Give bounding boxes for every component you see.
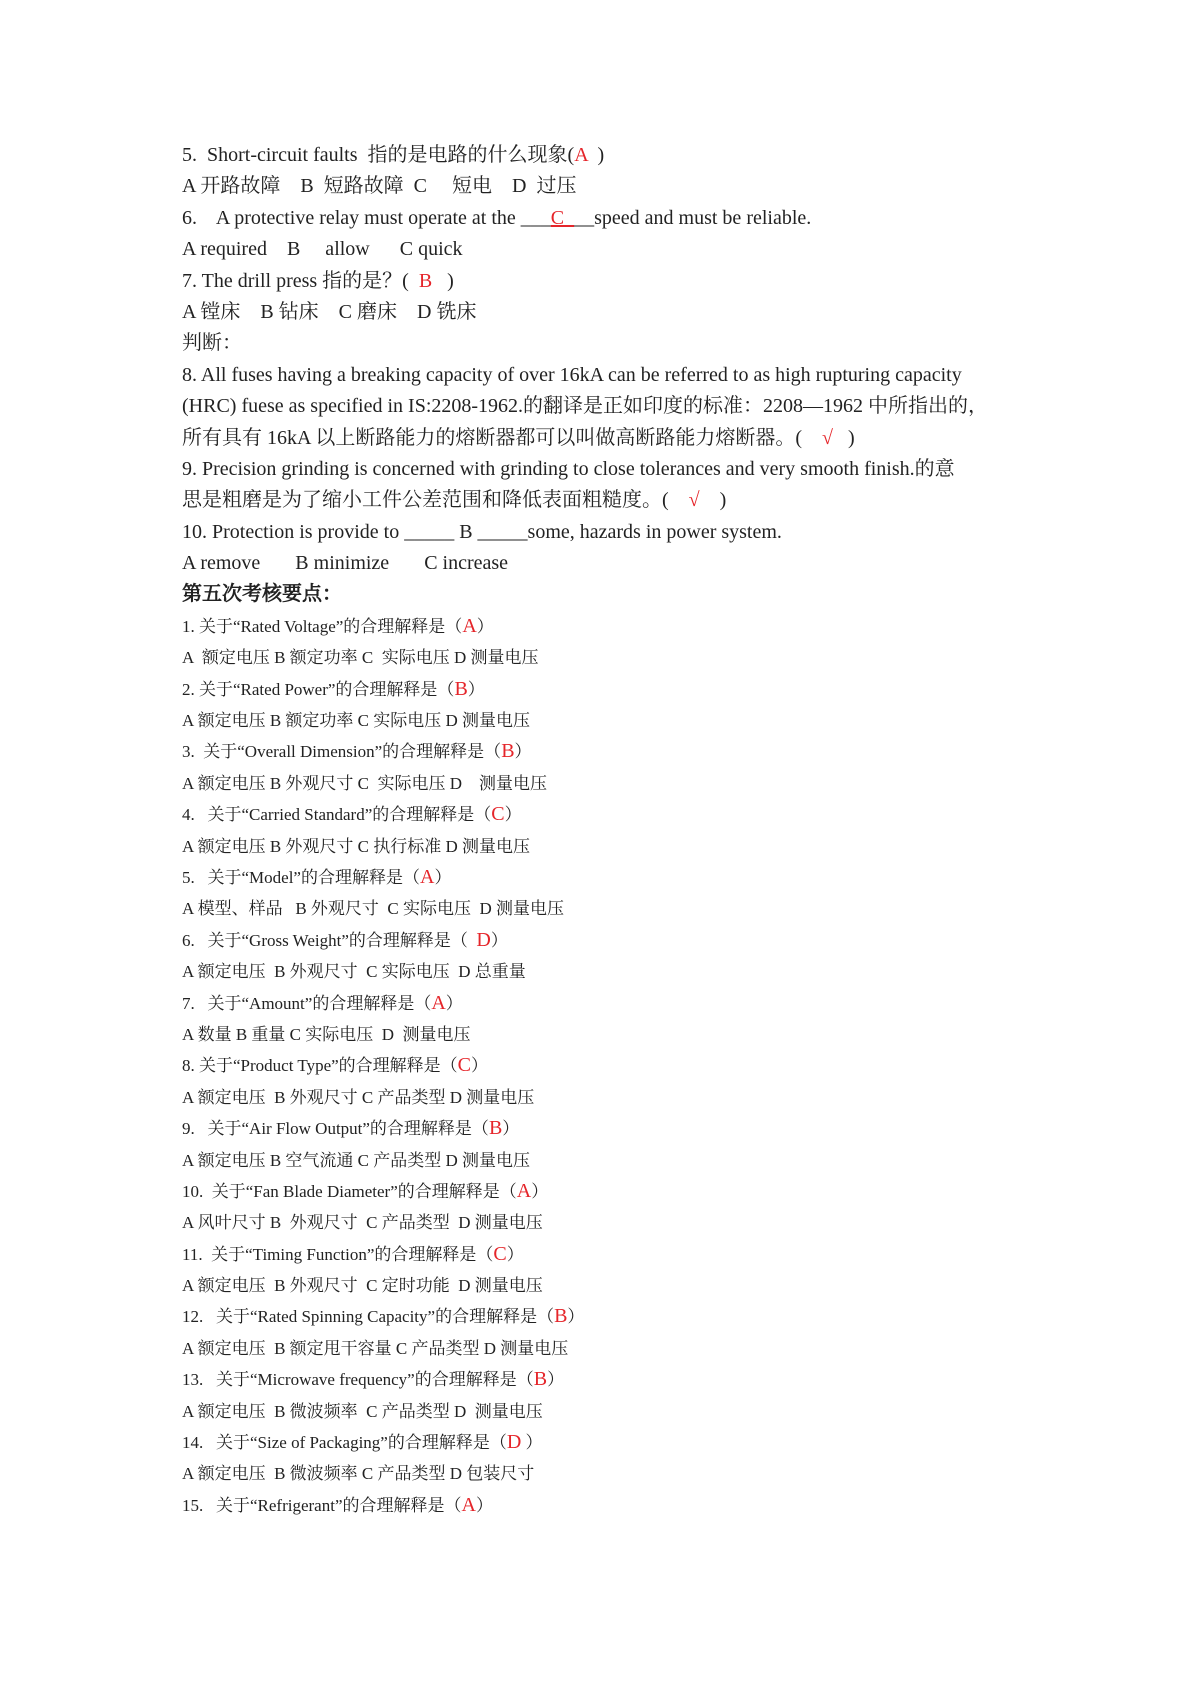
bracket: )	[587, 144, 605, 166]
question-7	[182, 266, 1082, 297]
bracket: ）	[445, 993, 463, 1013]
bracket: ）	[504, 805, 522, 825]
list-item	[182, 611, 1082, 642]
list-item-options: A 额定电压 B 外观尺寸 C 实际电压 D 测量电压	[182, 773, 548, 793]
question-8-line-3	[182, 423, 1082, 454]
bracket: ）	[475, 1495, 493, 1515]
bracket: ）	[502, 1119, 520, 1139]
answer-mark: D	[506, 1431, 522, 1454]
question-text: 13. 关于“Microwave frequency”的合理解释是（	[182, 1370, 534, 1390]
question-text: 6. 关于“Gross Weight”的合理解释是（	[182, 930, 477, 950]
question-8-line-2: (HRC) fuese as specified in IS:2208-1962.的翻译是正如印度的标准：2208—1962 中所指出的，	[182, 395, 989, 418]
answer-mark: A	[574, 144, 588, 166]
list-item-options: A 额定电压 B 外观尺寸 C 定时功能 D 测量电压	[182, 1276, 543, 1296]
bracket: ）	[490, 930, 508, 950]
question-6-options: A required B allow C quick	[182, 238, 463, 261]
list-item-options: A 额定电压 B 空气流通 C 产品类型 D 测量电压	[182, 1150, 531, 1170]
section-heading: 第五次考核要点：	[182, 583, 342, 606]
answer-mark: B	[454, 677, 468, 700]
bracket: ）	[471, 1056, 489, 1076]
list-item	[182, 799, 1082, 830]
judge-label: 判断：	[182, 332, 242, 355]
answer-mark: C	[457, 1054, 472, 1077]
question-text: 8. 关于“Product Type”的合理解释是（	[182, 1056, 458, 1076]
question-text: 7. The drill press 指的是？(	[182, 269, 419, 292]
question-text: 12. 关于“Rated Spinning Capacity”的合理解释是（	[182, 1307, 555, 1327]
question-5-options: A 开路故障 B 短路故障 C 短电 D 过压	[182, 175, 577, 198]
question-text: 7. 关于“Amount”的合理解释是（	[182, 993, 432, 1013]
bracket: ）	[547, 1370, 565, 1390]
list-item	[182, 862, 1082, 893]
list-item	[182, 736, 1082, 767]
list-item-options: A 额定电压 B 外观尺寸 C 实际电压 D 总重量	[182, 962, 526, 982]
list-item	[182, 1301, 1082, 1332]
question-text: 10. 关于“Fan Blade Diameter”的合理解释是（	[182, 1181, 517, 1201]
answer-mark: B	[533, 1368, 548, 1391]
list-item-options: A 额定电压 B 微波频率 C 产品类型 D 包装尺寸	[182, 1464, 535, 1484]
list-item-options: A 模型、样品 B 外观尺寸 C 实际电压 D 测量电压	[182, 899, 565, 919]
question-text: 11. 关于“Timing Function”的合理解释是（	[182, 1244, 494, 1264]
list-item-options: A 额定电压 B 外观尺寸 C 执行标准 D 测量电压	[182, 836, 531, 856]
list-item	[182, 988, 1082, 1019]
bracket: ）	[514, 742, 532, 762]
list-item	[182, 925, 1082, 956]
list-item-options: A 额定电压 B 额定功率 C 实际电压 D 测量电压	[182, 648, 539, 668]
list-item	[182, 1364, 1082, 1395]
question-6	[182, 203, 1082, 234]
check-mark: √	[688, 489, 700, 512]
list-item-options: A 额定电压 B 额定甩干容量 C 产品类型 D 测量电压	[182, 1338, 569, 1358]
answer-mark: C	[493, 1242, 507, 1265]
check-mark: √	[822, 426, 833, 449]
bracket: ）	[467, 679, 485, 699]
list-item	[182, 1050, 1082, 1081]
answer-mark: A	[431, 991, 446, 1014]
question-8-line-1: 8. All fuses having a breaking capacity of over 16kA can be referred to as high rupturing capacity	[182, 363, 962, 386]
question-text: 1. 关于“Rated Voltage”的合理解释是（	[182, 616, 463, 636]
bracket: )	[832, 426, 855, 449]
list-item	[182, 1113, 1082, 1144]
list-item-options: A 额定电压 B 额定功率 C 实际电压 D 测量电压	[182, 711, 531, 731]
answer-mark: A	[461, 1493, 476, 1516]
document-page	[182, 140, 1082, 1521]
answer-mark: A	[462, 614, 477, 637]
question-text: 5. Short-circuit faults 指的是电路的什么现象(	[182, 144, 575, 166]
bracket: ）	[434, 867, 452, 887]
answer-mark: B	[488, 1117, 503, 1140]
answer-mark: B	[501, 740, 515, 763]
bracket: ）	[567, 1307, 585, 1327]
list-item-options: A 数量 B 重量 C 实际电压 D 测量电压	[182, 1024, 471, 1044]
bracket: )	[699, 489, 727, 512]
answer-mark: B	[554, 1305, 568, 1328]
list-item	[182, 674, 1082, 705]
answer-mark: A	[419, 865, 435, 888]
list-item	[182, 1176, 1082, 1207]
question-9-line-2	[182, 485, 1082, 516]
answer-mark: C	[491, 803, 505, 826]
list-item-options: A 风叶尺寸 B 外观尺寸 C 产品类型 D 测量电压	[182, 1213, 543, 1233]
answer-mark: D	[476, 928, 491, 951]
question-text-end: __speed and must be reliable.	[574, 206, 812, 229]
question-text: 9. 关于“Air Flow Output”的合理解释是（	[182, 1119, 489, 1139]
question-10-options: A remove B minimize C increase	[182, 552, 509, 575]
question-text: 14. 关于“Size of Packaging”的合理解释是（	[182, 1433, 507, 1453]
answer-mark: A	[516, 1179, 532, 1202]
question-text: 5. 关于“Model”的合理解释是（	[182, 867, 420, 887]
question-list	[182, 611, 1082, 1521]
question-text: 2. 关于“Rated Power”的合理解释是（	[182, 679, 455, 699]
bracket: ）	[521, 1433, 543, 1453]
bracket: )	[432, 269, 454, 292]
bracket: ）	[476, 616, 494, 636]
answer-mark: B	[418, 269, 433, 292]
question-text: 所有具有 16kA 以上断路能力的熔断器都可以叫做高断路能力熔断器。(	[182, 426, 822, 449]
answer-mark: C_	[550, 206, 575, 229]
question-text: 4. 关于“Carried Standard”的合理解释是（	[182, 805, 492, 825]
question-text: 3. 关于“Overall Dimension”的合理解释是（	[182, 742, 502, 762]
question-text: 6. A protective relay must operate at the ___	[182, 206, 551, 229]
bracket: ）	[506, 1244, 524, 1264]
question-text: 15. 关于“Refrigerant”的合理解释是（	[182, 1495, 462, 1515]
question-5	[182, 140, 1082, 171]
question-7-options: A 镗床 B 钻床 C 磨床 D 铣床	[182, 300, 477, 323]
list-item	[182, 1490, 1082, 1521]
question-9-line-1: 9. Precision grinding is concerned with grinding to close tolerances and very smooth finish.的意	[182, 457, 955, 480]
list-item	[182, 1239, 1082, 1270]
bracket: ）	[531, 1181, 549, 1201]
list-item-options: A 额定电压 B 微波频率 C 产品类型 D 测量电压	[182, 1401, 543, 1421]
list-item	[182, 1427, 1082, 1458]
question-10: 10. Protection is provide to _____ B _____some, hazards in power system.	[182, 520, 782, 543]
list-item-options: A 额定电压 B 外观尺寸 C 产品类型 D 测量电压	[182, 1087, 535, 1107]
question-text: 思是粗磨是为了缩小工件公差范围和降低表面粗糙度。(	[182, 489, 689, 512]
